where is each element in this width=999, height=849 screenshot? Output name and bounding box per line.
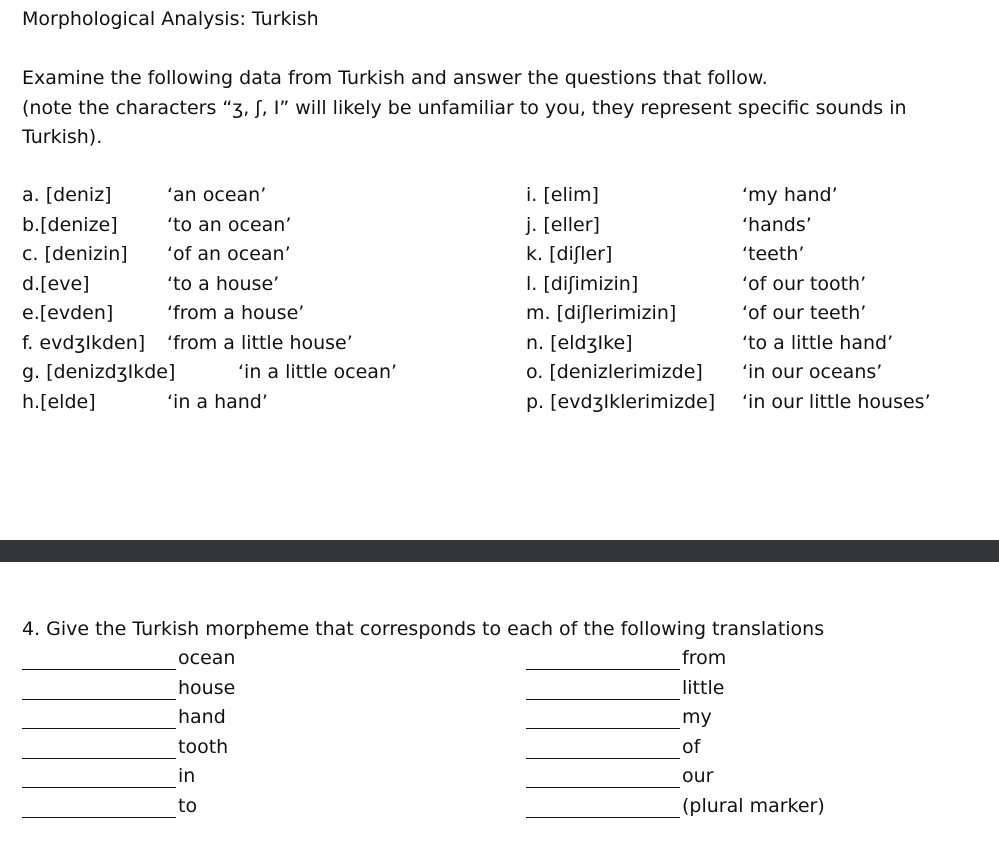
translation-label: in	[178, 765, 196, 787]
answer-row	[526, 792, 926, 822]
section-divider	[0, 540, 999, 562]
data-form: e.[evden]	[22, 302, 114, 324]
translation-label: ocean	[178, 647, 236, 669]
data-gloss: ‘of an ocean’	[167, 243, 291, 265]
question-prompt: 4. Give the Turkish morpheme that corresponds to each of the following translations	[22, 618, 825, 640]
data-list-right	[526, 181, 986, 417]
answer-blank[interactable]	[22, 728, 176, 729]
answer-blank[interactable]	[22, 699, 176, 700]
data-row	[526, 388, 986, 418]
answer-row	[526, 733, 926, 763]
answer-list-right	[526, 644, 926, 821]
data-form: i. [elim]	[526, 184, 599, 206]
answer-blank[interactable]	[22, 817, 176, 818]
data-gloss: ‘of our tooth’	[742, 272, 867, 295]
data-form: c. [denizin]	[22, 243, 128, 265]
translation-label: little	[682, 676, 725, 699]
data-row	[526, 211, 986, 241]
page-title: Morphological Analysis: Turkish	[22, 8, 319, 30]
data-form: d.[eve]	[22, 272, 90, 295]
translation-label: to	[178, 794, 198, 817]
data-form: n. [eldʒIke]	[526, 331, 633, 354]
answer-row	[22, 762, 422, 792]
translation-label: from	[682, 647, 727, 669]
data-row	[22, 240, 502, 270]
data-gloss: ‘in a little ocean’	[238, 361, 398, 383]
data-row	[526, 329, 986, 359]
answer-row	[526, 644, 926, 674]
instructions-line-2: (note the characters “ʒ, ʃ, I” will likely be unfamiliar to you, they represent specific sounds in Turkish).	[22, 96, 907, 148]
answer-blank[interactable]	[526, 669, 680, 670]
data-gloss: ‘to a little hand’	[742, 331, 894, 354]
data-gloss: ‘from a little house’	[167, 331, 353, 354]
answer-blank[interactable]	[22, 669, 176, 670]
data-row	[526, 181, 986, 211]
data-row	[22, 329, 502, 359]
translation-label: of	[682, 735, 701, 758]
answer-row	[22, 644, 422, 674]
instructions-line-1: Examine the following data from Turkish and answer the questions that follow.	[22, 67, 768, 89]
translation-label: our	[682, 765, 714, 787]
data-form: p. [evdʒIklerimizde]	[526, 390, 716, 413]
answer-blank[interactable]	[22, 787, 176, 788]
answer-row	[22, 674, 422, 704]
instructions	[22, 64, 982, 153]
data-gloss: ‘in our oceans’	[742, 361, 883, 383]
data-row	[526, 299, 986, 329]
translation-label: tooth	[178, 735, 229, 758]
answer-list-left	[22, 644, 422, 821]
data-list-left	[22, 181, 502, 417]
translation-label: hand	[178, 706, 226, 728]
data-row	[22, 211, 502, 241]
answer-blank[interactable]	[22, 758, 176, 759]
data-form: g. [denizdʒIkde]	[22, 361, 176, 383]
data-gloss: ‘to an ocean’	[167, 213, 292, 236]
data-row	[526, 270, 986, 300]
data-row	[22, 358, 502, 388]
answer-row	[526, 762, 926, 792]
answer-blank[interactable]	[526, 817, 680, 818]
data-gloss: ‘teeth’	[742, 243, 805, 265]
data-form: b.[denize]	[22, 213, 118, 236]
answer-row	[526, 674, 926, 704]
data-gloss: ‘to a house’	[167, 272, 280, 295]
answer-blank[interactable]	[526, 728, 680, 729]
data-gloss: ‘in our little houses’	[742, 390, 931, 413]
data-gloss: ‘an ocean’	[167, 184, 267, 206]
data-form: a. [deniz]	[22, 184, 112, 206]
answer-blank[interactable]	[526, 787, 680, 788]
data-gloss: ‘my hand’	[742, 184, 838, 206]
answer-blank[interactable]	[526, 758, 680, 759]
data-gloss: ‘in a hand’	[167, 390, 268, 413]
data-form: k. [diʃler]	[526, 243, 613, 265]
data-form: h.[elde]	[22, 390, 96, 413]
data-form: j. [eller]	[526, 213, 600, 236]
answer-row	[22, 792, 422, 822]
data-gloss: ‘hands’	[742, 213, 812, 236]
data-row	[22, 270, 502, 300]
data-row	[526, 358, 986, 388]
data-form: o. [denizlerimizde]	[526, 361, 703, 383]
translation-label: house	[178, 676, 236, 699]
translation-label: (plural marker)	[682, 794, 825, 817]
answer-blank[interactable]	[526, 699, 680, 700]
data-gloss: ‘from a house’	[167, 302, 305, 324]
data-gloss: ‘of our teeth’	[742, 302, 867, 324]
data-form: m. [diʃlerimizin]	[526, 302, 677, 324]
data-row	[22, 299, 502, 329]
translation-label: my	[682, 706, 712, 728]
data-form: f. evdʒIkden]	[22, 331, 146, 354]
data-form: l. [diʃimizin]	[526, 272, 639, 295]
answer-row	[22, 703, 422, 733]
answer-row	[22, 733, 422, 763]
answer-row	[526, 703, 926, 733]
data-row	[526, 240, 986, 270]
data-row	[22, 388, 502, 418]
data-row	[22, 181, 502, 211]
